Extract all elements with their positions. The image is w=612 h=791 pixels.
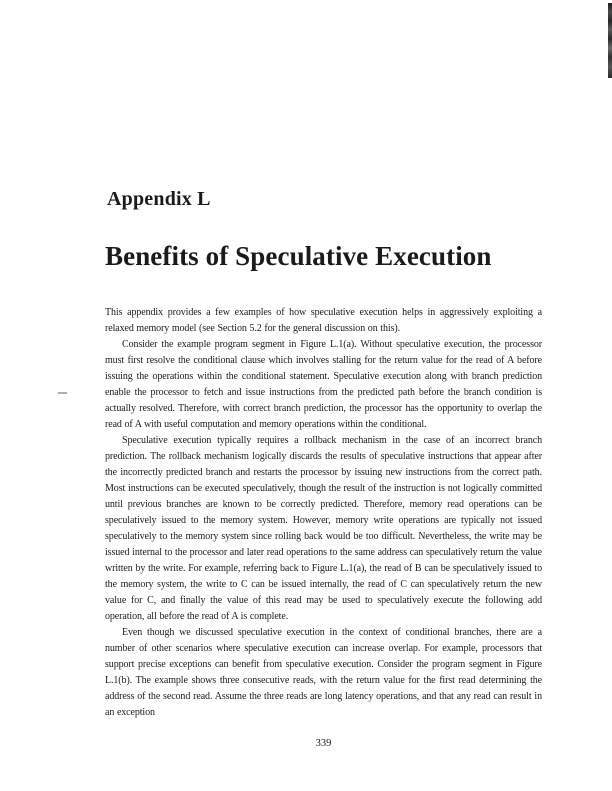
page-number: 339	[315, 738, 332, 749]
paragraph-other-scenarios: Even though we discussed speculative execution in the context of conditional branches, there are a number of other scenarios where speculative execution can increase overlap. For example, processors that support precise exceptions can benefit from speculative execution. Consider the program segment in Figure L.1(b). The example shows three consecutive reads, with the return value for the first read determining the address of the second read. Assume the three reads are long latency operations, and that any read can result in an exception	[105, 627, 542, 718]
scan-artifact-margin-dash	[58, 392, 67, 394]
paragraph-rollback-mechanism: Speculative execution typically requires a rollback mechanism in the case of an incorrect branch prediction. The rollback mechanism logically discards the results of speculative instructions that appear after the incorrectly predicted branch and restarts the processor by issuing new instructions from the correct path. Most instructions can be executed speculatively, though the result of the instruction is not logically committed until previous branches are known to be correctly predicted. Therefore, memory read operations can be speculatively issued to the memory system. However, memory write operations are typically not issued speculatively to the memory system since rolling back would be too difficult. Nevertheless, the write may be issued internal to the processor and later read operations to the same address can speculatively return the value written by the write. For example, referring back to Figure L.1(a), the read of B can be speculatively issued to the memory system, the write to C can be issued internally, the read of C can speculatively return the new value for C, and finally the value of this read may be used to speculatively execute the following add operation, all before the read of A is complete.	[105, 435, 542, 622]
appendix-label: Appendix L	[107, 188, 211, 210]
paragraph-intro: This appendix provides a few examples of how speculative execution helps in aggressively exploiting a relaxed memory model (see Section 5.2 for the general discussion on this).	[105, 307, 542, 334]
paragraph-branch-prediction: Consider the example program segment in Figure L.1(a). Without speculative execution, the processor must first resolve the conditional clause which involves stalling for the return value for the read of A before issuing the operations within the conditional statement. Speculative execution along with branch prediction enable the processor to fetch and issue instructions from the predicted path before the branch condition is actually resolved. Therefore, with correct branch prediction, the processor has the opportunity to overlap the read of A with useful computation and memory operations within the conditional.	[105, 339, 542, 430]
page-title: Benefits of Speculative Execution	[105, 241, 492, 271]
body-text	[105, 305, 542, 721]
scan-artifact-right-edge	[608, 3, 612, 78]
